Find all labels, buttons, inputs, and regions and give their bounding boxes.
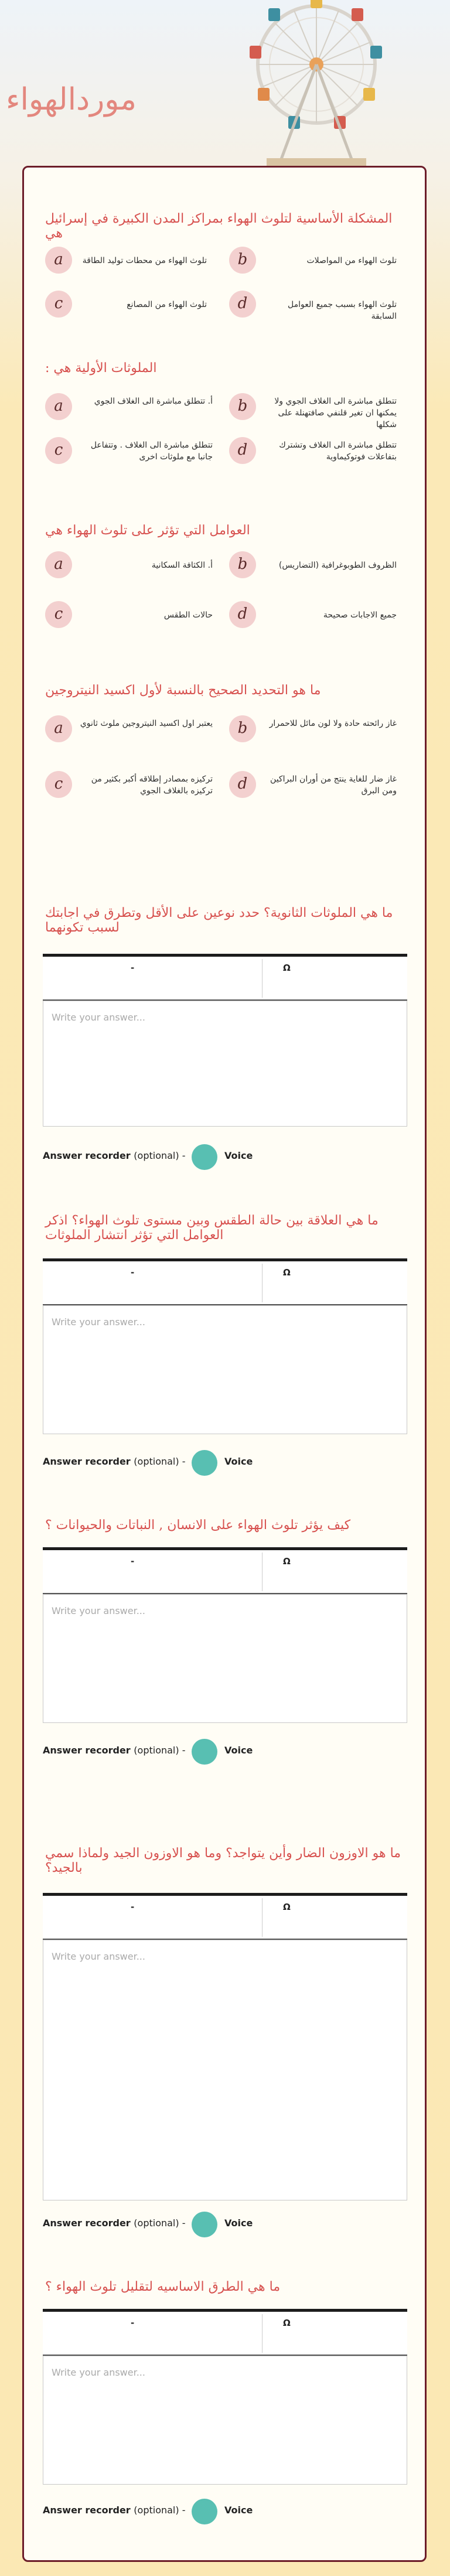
quiz-card <box>22 166 427 2562</box>
question-title: ما هو التحديد الصحيح بالنسبة لأول اكسيد النيتروجين <box>45 683 321 698</box>
question-title: المشكلة الأساسية لتلوث الهواء بمراكز المدن الكبيرة في إسرائيل هي <box>45 211 393 241</box>
option-text: تلوث الهواء بسبب جميع العوامل السابقة <box>288 300 397 321</box>
option-text: تتطلق مباشرة الى الغلاف . وتتفاعل جانبا مع ملوثات اخرى <box>90 441 213 462</box>
answer-recorder <box>43 1736 277 1766</box>
voice-record-button[interactable] <box>192 2499 217 2524</box>
option-text: أ. الكثافة السكانية <box>151 561 213 570</box>
voice-label: Voice <box>224 1150 253 1161</box>
question-title: كيف يؤثر تلوث الهواء على الانسان , النباتات والحيوانات ؟ <box>45 1518 351 1533</box>
voice-label: Voice <box>224 2217 253 2229</box>
question-title: العوامل التي تؤثر على تلوث الهواء هي <box>45 523 250 538</box>
column-header: - <box>131 2318 135 2328</box>
option-letter-badge: a <box>45 551 72 578</box>
voice-label: Voice <box>224 2505 253 2516</box>
answer-textarea[interactable]: Write your answer... <box>43 2356 407 2485</box>
answer-recorder <box>43 2209 277 2239</box>
column-header: - <box>131 1267 135 1278</box>
option-text: تتطلق مباشرة الى الغلاف وتشترك بتفاعلات فوتوكيماوية <box>279 441 397 462</box>
recorder-label: Answer recorder (optional) - <box>43 1745 186 1756</box>
column-header: Ω <box>283 2318 291 2328</box>
voice-record-button[interactable] <box>192 2212 217 2237</box>
question-title: ما هي الطرق الاساسيه لتقليل تلوث الهواء ؟ <box>45 2280 281 2294</box>
option-letter-badge: a <box>45 715 72 742</box>
answer-table-header <box>43 1258 407 1305</box>
column-header: - <box>131 1902 135 1912</box>
answer-table-header <box>43 1547 407 1594</box>
option-text: غاز ضار للغاية ينتج من أوران البراكين ومن البرق <box>270 774 397 796</box>
option-text: تتطلق مباشرة الى الغلاف الجوي ولا يمكنها ان تغير قلنفي صافتهنلة على شكلها <box>274 397 397 429</box>
recorder-label: Answer recorder (optional) - <box>43 2505 186 2516</box>
answer-recorder <box>43 2496 277 2526</box>
question-title: ما هي العلاقة بين حالة الطقس وبين مستوى تلوث الهواء؟ اذكر العوامل التي تؤثر انتشار الملوثات <box>45 1213 379 1243</box>
column-header: Ω <box>283 1267 291 1278</box>
recorder-label: Answer recorder (optional) - <box>43 1456 186 1467</box>
column-header: Ω <box>283 1902 291 1912</box>
answer-textarea[interactable]: Write your answer... <box>43 1001 407 1127</box>
column-header: - <box>131 963 135 973</box>
answer-table-header <box>43 2309 407 2356</box>
option-letter-badge: c <box>45 291 72 318</box>
answer-recorder <box>43 1448 277 1477</box>
voice-record-button[interactable] <box>192 1739 217 1765</box>
option-letter-badge: b <box>229 393 256 420</box>
question-title: الملوثات الأولية هي : <box>45 361 157 376</box>
answer-textarea[interactable]: Write your answer... <box>43 1305 407 1434</box>
option-letter-badge: d <box>229 771 256 798</box>
option-letter-badge: b <box>229 247 256 274</box>
recorder-label: Answer recorder (optional) - <box>43 1150 186 1161</box>
option-text: يعتبر اول اكسيد النيتروجين ملوث ثانوي <box>80 719 213 728</box>
answer-table-header <box>43 954 407 1001</box>
option-text: الظروف الطوبوغرافية (التضاريس) <box>278 561 397 570</box>
answer-textarea[interactable]: Write your answer... <box>43 1940 407 2200</box>
column-header: Ω <box>283 1556 291 1567</box>
option-text: تلوث الهواء من محطات توليد الطاقة <box>82 256 207 265</box>
option-letter-badge: a <box>45 393 72 420</box>
option-letter-badge: d <box>229 437 256 464</box>
option-letter-badge: c <box>45 601 72 628</box>
voice-record-button[interactable] <box>192 1450 217 1476</box>
answer-textarea[interactable]: Write your answer... <box>43 1594 407 1723</box>
page-title: موردالهواء <box>6 82 137 117</box>
option-letter-badge: d <box>229 601 256 628</box>
option-letter-badge: b <box>229 715 256 742</box>
page-header <box>0 0 450 170</box>
option-text: أ. تتطلق مباشرة الى الغلاف الجوي <box>94 397 213 406</box>
answer-recorder <box>43 1142 277 1171</box>
option-letter-badge: c <box>45 771 72 798</box>
ferris-wheel-illustration <box>202 0 437 170</box>
recorder-label: Answer recorder (optional) - <box>43 2217 186 2229</box>
option-text: جميع الاجابات صحيحة <box>323 610 397 620</box>
option-text: تلوث الهواء من المصانع <box>127 300 207 309</box>
column-header: - <box>131 1556 135 1567</box>
column-header: Ω <box>283 963 291 973</box>
option-letter-badge: d <box>229 291 256 318</box>
voice-label: Voice <box>224 1745 253 1756</box>
option-letter-badge: c <box>45 437 72 464</box>
answer-table-header <box>43 1893 407 1940</box>
option-text: حالات الطقس <box>163 610 213 620</box>
question-title: ما هي الملوثات الثانوية؟ حدد نوعين على الأقل وتطرق في اجابتك لسبب تكونهما <box>45 906 393 935</box>
voice-label: Voice <box>224 1456 253 1467</box>
question-title: ما هو الاوزون الضار وأين يتواجد؟ وما هو الاوزون الجيد ولماذا سمي بالجيد؟ <box>45 1846 401 1875</box>
option-letter-badge: a <box>45 247 72 274</box>
voice-record-button[interactable] <box>192 1144 217 1170</box>
option-letter-badge: b <box>229 551 256 578</box>
option-text: غاز رائحته حادة ولا لون مائل للاحمرار <box>269 719 397 728</box>
option-text: تلوث الهواء من المواصلات <box>306 256 397 265</box>
option-text: تركيزه بمصادر إطلاقه أكبر بكثير من تركيزه بالغلاف الجوي <box>91 774 213 796</box>
